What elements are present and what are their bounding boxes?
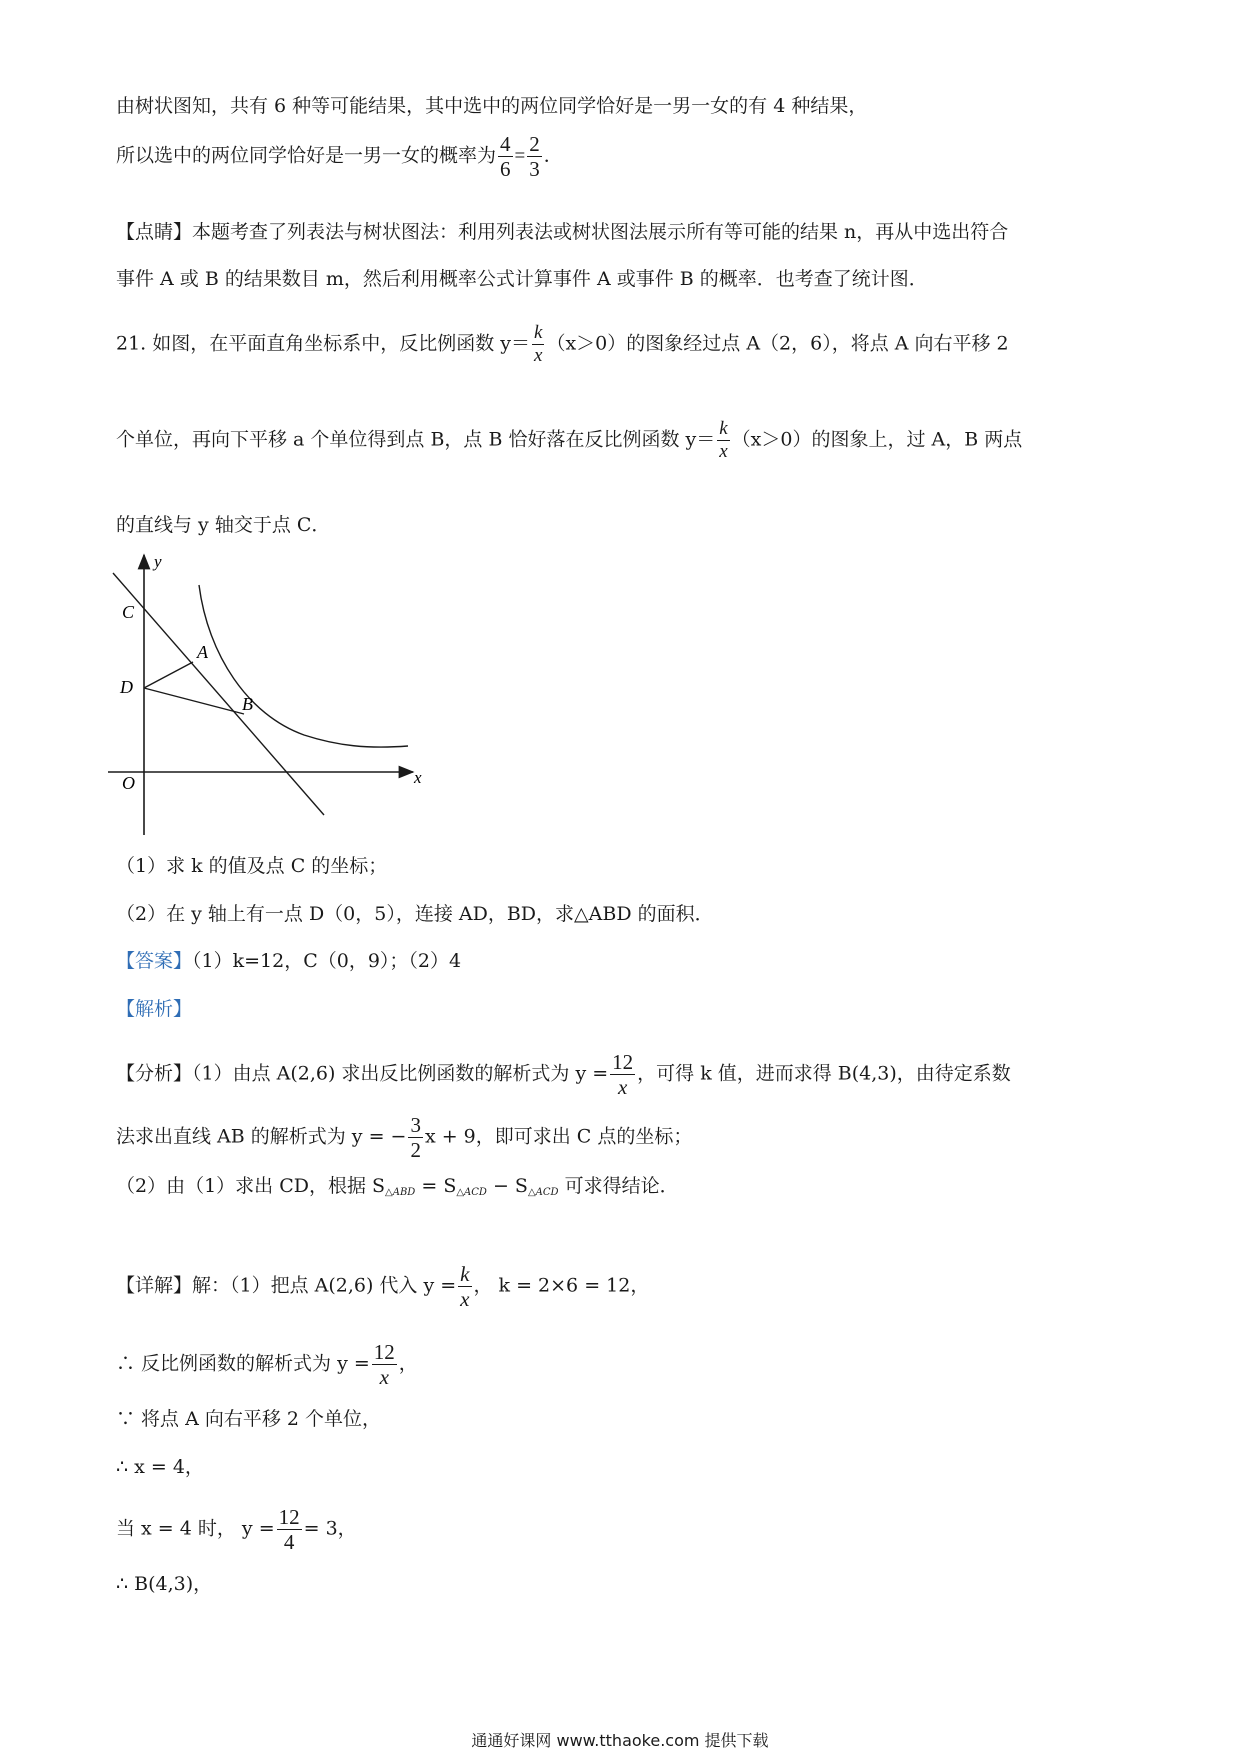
text-line-4: 事件 A 或 B 的结果数目 m，然后利用概率公式计算事件 A 或事件 B 的概率．也考查了统计图．: [116, 268, 928, 290]
subscript: △ACD: [527, 1187, 559, 1198]
fraction-12-4: [277, 1505, 302, 1554]
analysis-line-1: [116, 1050, 1011, 1099]
text-line-2: [116, 132, 563, 181]
segment-da: [144, 662, 193, 688]
solution-line-5: [116, 1505, 357, 1554]
text-line-1: 由树状图知，共有 6 种等可能结果，其中选中的两位同学恰好是一男一女的有 4 种结果，: [116, 95, 868, 117]
solution-line-2: [116, 1340, 418, 1389]
answer-text: （1）k=12，C（0，9）；（2）4: [192, 950, 462, 972]
hyperbola-curve: [199, 585, 408, 747]
fraction-3-2: [408, 1113, 423, 1162]
text-segment: = S: [415, 1175, 457, 1197]
text-segment: （x＞0）的图象经过点 A（2，6），将点 A 向右平移 2: [546, 332, 1009, 355]
sub-question-1: （1）求 k 的值及点 C 的坐标；: [116, 855, 388, 877]
text-segment: 当 x = 4 时， y =: [116, 1517, 275, 1540]
frac-num: k: [719, 418, 728, 439]
answer-line: [116, 952, 461, 971]
segment-db: [144, 688, 244, 714]
subscript: △ACD: [456, 1187, 487, 1198]
text-segment: 【分析】（1）由点 A(2,6) 求出反比例函数的解析式为 y =: [116, 1062, 609, 1085]
frac-den: 6: [500, 157, 511, 182]
frac-num: k: [460, 1262, 470, 1286]
frac-num: 12: [278, 1505, 300, 1529]
frac-num: k: [534, 322, 543, 343]
axis-label-x: x: [414, 768, 422, 787]
analysis-line-2: [116, 1113, 692, 1162]
text-segment: 【详解】解：（1）把点 A(2,6) 代入 y =: [116, 1274, 457, 1297]
frac-num: 12: [612, 1050, 634, 1074]
point-label-o: O: [122, 773, 135, 793]
text-segment: 个单位，再向下平移 a 个单位得到点 B，点 B 恰好落在反比例函数 y＝: [116, 428, 716, 451]
solution-line-1: [116, 1262, 649, 1311]
frac-den: x: [618, 1075, 628, 1100]
fraction-4-6: [498, 132, 513, 181]
fraction-2-3: [527, 132, 542, 181]
fraction-k-x: [717, 418, 729, 463]
coordinate-figure: [108, 545, 438, 835]
text-segment: ∴ 反比例函数的解析式为 y =: [116, 1352, 370, 1375]
text-segment: 21. 如图，在平面直角坐标系中，反比例函数 y＝: [116, 332, 531, 355]
frac-num: 4: [500, 132, 511, 156]
analysis-tag: 【解析】: [116, 998, 193, 1020]
question-21-line-2: [116, 418, 1022, 463]
period: ．: [543, 144, 563, 167]
solution-line-4: ∴ x = 4，: [116, 1456, 204, 1478]
answer-tag: 【答案】: [116, 950, 193, 972]
text-line-3: 【点睛】本题考查了列表法与树状图法：利用列表法或树状图法展示所有等可能的结果 n，再从中选出符合: [116, 221, 1009, 243]
equals-sign: =: [514, 145, 526, 167]
frac-num: 2: [529, 132, 540, 156]
footer-watermark: 通通好课网 www.tthaoke.com 提供下载: [471, 1731, 769, 1750]
text-segment: （x＞0）的图象上，过 A，B 两点: [731, 428, 1023, 451]
text-segment: x + 9，即可求出 C 点的坐标；: [424, 1125, 693, 1148]
frac-den: x: [379, 1365, 389, 1390]
text-segment: 所以选中的两位同学恰好是一男一女的概率为: [116, 144, 497, 167]
text-segment: ，: [398, 1352, 418, 1375]
sub-question-2: （2）在 y 轴上有一点 D（0，5），连接 AD，BD，求△ABD 的面积．: [116, 903, 714, 925]
analysis-line-3: [116, 1177, 679, 1198]
point-label-a: A: [197, 642, 208, 662]
frac-den: 2: [410, 1138, 421, 1163]
text-segment: （2）由（1）求出 CD，根据 S: [116, 1175, 386, 1197]
frac-den: 3: [529, 157, 540, 182]
axis-label-y: y: [154, 552, 162, 571]
fraction-12-x: [372, 1340, 397, 1389]
question-21-line-3: 的直线与 y 轴交于点 C．: [116, 514, 331, 536]
point-label-d: D: [120, 677, 133, 697]
text-segment: ， k = 2×6 = 12，: [473, 1274, 650, 1297]
frac-den: 4: [283, 1530, 295, 1555]
point-label-b: B: [242, 694, 253, 714]
frac-num: 12: [373, 1340, 395, 1364]
text-segment: 法求出直线 AB 的解析式为 y = −: [116, 1125, 407, 1148]
frac-num: 3: [410, 1113, 421, 1137]
subscript: △ABD: [385, 1187, 416, 1198]
text-segment: = 3，: [303, 1517, 357, 1540]
fraction-k-x: [532, 322, 544, 367]
frac-den: x: [460, 1287, 470, 1312]
point-label-c: C: [122, 602, 135, 622]
fraction-12-x: [610, 1050, 635, 1099]
frac-den: x: [719, 440, 728, 462]
text-segment: ，可得 k 值，进而求得 B(4,3)，由待定系数: [637, 1062, 1011, 1085]
frac-den: x: [534, 344, 543, 366]
question-21-line-1: [116, 322, 1009, 367]
solution-line-3: ∵ 将点 A 向右平移 2 个单位，: [116, 1408, 382, 1430]
fraction-k-x: [458, 1262, 471, 1311]
text-segment: − S: [486, 1175, 528, 1197]
solution-line-6: ∴ B(4,3)，: [116, 1573, 213, 1595]
text-segment: 可求得结论．: [558, 1175, 679, 1197]
